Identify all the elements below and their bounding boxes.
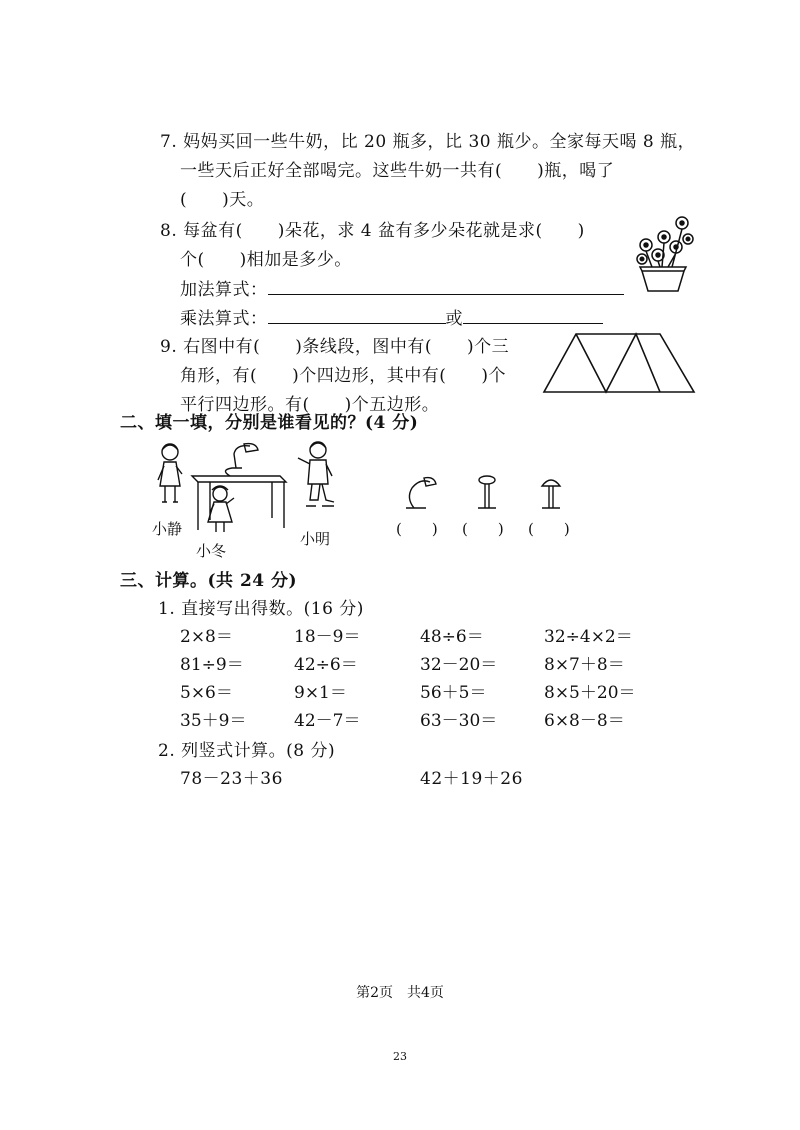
section-3-subtitle-1: 1. 直接写出得数。(16 分) [158,599,364,619]
calc-item: 2×8＝ [180,627,233,647]
trapezoid-figure-icon [540,330,700,398]
name-xiaodong: 小冬 [196,542,227,560]
section-3-title: 三、计算。(共 24 分) [120,571,298,591]
calc-item: 63－30＝ [420,711,498,731]
calc-item: 42÷6＝ [294,655,358,675]
calc-item: 32÷4×2＝ [544,627,633,647]
calc-item: 8×5＋20＝ [544,683,636,703]
addition-formula-blank[interactable] [268,278,624,295]
multiplication-formula-blank-2[interactable] [463,307,603,324]
vertical-calc-1: 78－23＋36 [180,769,283,789]
vertical-calc-2: 42＋19＋26 [420,769,523,789]
page-number: 23 [393,1050,407,1063]
calc-item: 81÷9＝ [180,655,244,675]
flower-pot-icon [628,205,698,297]
calc-item: 9×1＝ [294,683,347,703]
calc-item: 8×7＋8＝ [544,655,625,675]
lamp-views-icon [400,470,580,512]
section-3-subtitle-2: 2. 列竖式计算。(8 分) [158,741,336,761]
calc-item: 6×8－8＝ [544,711,625,731]
problem-7-line-3: ( )天。 [180,190,265,210]
section-2-title: 二、填一填，分别是谁看见的？(4 分) [120,413,419,433]
problem-9-line-3: 平行四边形。有( )个五边形。 [180,395,440,415]
calc-item: 42－7＝ [294,711,361,731]
calc-item: 48÷6＝ [420,627,484,647]
calc-item: 18－9＝ [294,627,361,647]
calc-item: 32－20＝ [420,655,498,675]
page-info: 第2页 共4页 [356,985,444,1001]
or-label: 或 [445,309,463,329]
multiplication-formula-blank-1[interactable] [268,307,446,324]
problem-8-line-2: 个( )相加是多少。 [180,250,352,270]
addition-formula-label: 加法算式： [180,280,268,300]
problem-9-line-1: 9. 右图中有( )条线段，图中有( )个三 [160,337,510,357]
addition-formula-row [180,278,624,301]
name-xiaoming: 小明 [300,530,331,548]
multiplication-formula-row [180,307,603,330]
calc-item: 35＋9＝ [180,711,247,731]
problem-7-line-2: 一些天后正好全部喝完。这些牛奶一共有( )瓶，喝了 [180,161,615,181]
calc-item: 5×6＝ [180,683,233,703]
view-blank-3[interactable]: ( ) [528,520,570,538]
view-blank-1[interactable]: ( ) [396,520,438,538]
view-blank-2[interactable]: ( ) [462,520,504,538]
problem-9-line-2: 角形，有( )个四边形，其中有( )个 [180,366,507,386]
multiplication-formula-label: 乘法算式： [180,309,268,329]
name-xiaojing: 小静 [152,520,183,538]
problem-7-line-1: 7. 妈妈买回一些牛奶，比 20 瓶多，比 30 瓶少。全家每天喝 8 瓶， [160,132,696,152]
problem-8-line-1: 8. 每盆有( )朵花，求 4 盆有多少朵花就是求( ) [160,221,585,241]
calc-item: 56＋5＝ [420,683,487,703]
